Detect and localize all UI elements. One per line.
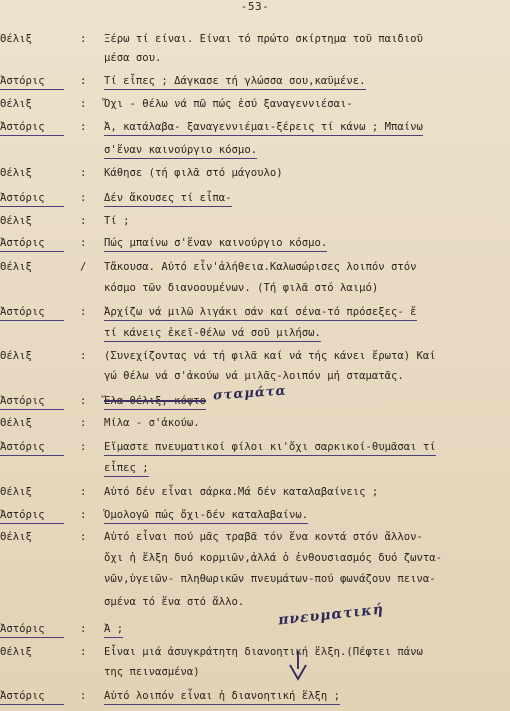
colon: : bbox=[80, 623, 87, 635]
speaker-name: Θέλιξ bbox=[0, 486, 32, 498]
dialogue-text: Αὐτό δέν εἶναι σάρκα.Μά δέν καταλαβαίνεις ; bbox=[104, 486, 379, 498]
dialogue-text: Ξέρω τί είναι. Είναι τό πρώτο σκίρτημα τοῦ παιδιοῦ bbox=[104, 33, 423, 45]
speaker-name: Θέλιξ bbox=[0, 646, 32, 658]
speaker-name: Ἀστόρις bbox=[0, 688, 64, 705]
colon: : bbox=[80, 646, 87, 658]
speaker-name: Θέλιξ bbox=[0, 531, 32, 543]
speaker-name: Θέλιξ bbox=[0, 350, 32, 362]
dialogue-line bbox=[0, 280, 510, 296]
dialogue-line bbox=[0, 507, 510, 523]
dialogue-text: Ὄχι - θέλω νά πῶ πώς ἐσύ ξαναγεννιέσαι- bbox=[104, 98, 353, 110]
dialogue-line bbox=[0, 348, 510, 364]
dialogue-text: Ἀ ; bbox=[104, 621, 123, 638]
dialogue-line bbox=[0, 621, 510, 637]
speaker-name: Ἀστόρις bbox=[0, 235, 64, 252]
dialogue-line bbox=[0, 235, 510, 251]
dialogue-text: ὄχι ἡ ἕλξη δυό κορμιῶν,ἀλλά ὁ ἐνθουσιασμός δυό ζωντα- bbox=[104, 552, 443, 564]
page-number: -53- bbox=[240, 0, 270, 13]
speaker-name: Ἀστόρις bbox=[0, 507, 64, 524]
colon: : bbox=[80, 121, 87, 133]
dialogue-text: Τί εἶπες ; Δάγκασε τή γλώσσα σου,καϋμένε. bbox=[104, 73, 366, 90]
dialogue-line bbox=[0, 304, 510, 320]
margin-mark: / bbox=[80, 261, 87, 273]
colon: : bbox=[80, 98, 87, 110]
speaker-name: Ἀστόρις bbox=[0, 119, 64, 136]
speaker-name: Θέλιξ bbox=[0, 98, 32, 110]
dialogue-text: Δέν ἄκουσες τί εἶπα- bbox=[104, 190, 232, 207]
dialogue-text: τί κάνεις ἐκεῖ-θέλω νά σοῦ μιλήσω. bbox=[104, 325, 321, 342]
colon: : bbox=[80, 441, 87, 453]
speaker-name: Ἀστόρις bbox=[0, 439, 64, 456]
colon: : bbox=[80, 167, 87, 179]
colon: : bbox=[80, 531, 87, 543]
dialogue-text: Πώς μπαίνω σ'ἕναν καινούργιο κόσμο. bbox=[104, 235, 327, 252]
dialogue-text: γώ θέλω νά σ'ἀκούω νά μιλᾶς-λοιπόν μή σταματᾶς. bbox=[104, 370, 404, 382]
dialogue-text: Τί ; bbox=[104, 215, 130, 227]
dialogue-text: Αὐτό εἶναι πού μᾶς τραβᾶ τόν ἕνα κοντά στόν ἄλλον- bbox=[104, 531, 423, 543]
colon: : bbox=[80, 306, 87, 318]
dialogue-line bbox=[0, 484, 510, 500]
dialogue-line bbox=[0, 31, 510, 47]
colon: : bbox=[80, 690, 87, 702]
dialogue-text: Εἴμαστε πνευματικοί φίλοι κι'ὄχι σαρκικοί-θυμᾶσαι τί bbox=[104, 439, 436, 456]
dialogue-text: (Συνεχίζοντας νά τή φιλᾶ καί νά τής κάνει ἔρωτα) Καί bbox=[104, 350, 436, 362]
speaker-name: Θέλιξ bbox=[0, 33, 32, 45]
dialogue-line bbox=[0, 73, 510, 89]
dialogue-line bbox=[0, 50, 510, 66]
dialogue-line bbox=[0, 439, 510, 455]
speaker-name: Θέλιξ bbox=[0, 261, 32, 273]
speaker-name: Ἀστόρις bbox=[0, 393, 64, 410]
dialogue-text: της πεινασμένα) bbox=[104, 666, 200, 678]
speaker-name: Θέλιξ bbox=[0, 215, 32, 227]
dialogue-text: Αὐτό λοιπόν εἶναι ἡ διανοητική ἕλξη ; bbox=[104, 688, 340, 705]
colon: : bbox=[80, 215, 87, 227]
speaker-name: Θέλιξ bbox=[0, 417, 32, 429]
dialogue-line bbox=[0, 571, 510, 587]
colon: : bbox=[80, 486, 87, 498]
dialogue-line bbox=[0, 142, 510, 158]
insertion-caret-icon bbox=[286, 651, 310, 685]
dialogue-text: εἶπες ; bbox=[104, 460, 149, 477]
dialogue-line bbox=[0, 368, 510, 384]
speaker-name: Θέλιξ bbox=[0, 167, 32, 179]
dialogue-text: Κάθησε (τή φιλᾶ στό μάγουλο) bbox=[104, 167, 283, 179]
colon: : bbox=[80, 192, 87, 204]
colon: : bbox=[80, 509, 87, 521]
dialogue-text: νῶν,ὑγειῶν- πληθωρικῶν πνευμάτων-πού φωνάζουν πεινα- bbox=[104, 573, 436, 585]
dialogue-text: μέσα σου. bbox=[104, 52, 162, 64]
dialogue-line bbox=[0, 119, 510, 135]
dialogue-line bbox=[0, 529, 510, 545]
dialogue-line bbox=[0, 460, 510, 476]
colon: : bbox=[80, 417, 87, 429]
dialogue-line bbox=[0, 259, 510, 275]
dialogue-line bbox=[0, 664, 510, 680]
colon: : bbox=[80, 350, 87, 362]
handwritten-insertion: πνευματική bbox=[277, 601, 385, 629]
dialogue-text: Ἔλα Θέλιξ, κόψτο bbox=[104, 393, 206, 410]
dialogue-line bbox=[0, 213, 510, 229]
dialogue-line bbox=[0, 550, 510, 566]
handwritten-correction: σταμάτα bbox=[212, 383, 288, 404]
dialogue-line bbox=[0, 165, 510, 181]
speaker-name: Ἀστόρις bbox=[0, 304, 64, 321]
dialogue-line bbox=[0, 96, 510, 112]
colon: : bbox=[80, 237, 87, 249]
speaker-name: Ἀστόρις bbox=[0, 73, 64, 90]
dialogue-text: κόσμο τῶν διανοουμένων. (Τή φιλᾶ στό λαιμό) bbox=[104, 282, 379, 294]
dialogue-line bbox=[0, 415, 510, 431]
speaker-name: Ἀστόρις bbox=[0, 621, 64, 638]
dialogue-line bbox=[0, 190, 510, 206]
dialogue-text: Τἄκουσα. Αὐτό εἶν'ἀλήθεια.Καλωσώρισες λοιπόν στόν bbox=[104, 261, 417, 273]
dialogue-line bbox=[0, 688, 510, 704]
dialogue-text: σμένα τό ἕνα στό ἄλλο. bbox=[104, 596, 245, 608]
dialogue-text: σ'ἕναν καινούργιο κόσμο. bbox=[104, 142, 257, 159]
dialogue-text: Ὁμολογῶ πώς ὄχι-δέν καταλαβαίνω. bbox=[104, 507, 308, 524]
colon: : bbox=[80, 33, 87, 45]
colon: : bbox=[80, 395, 87, 407]
speaker-name: Ἀστόρις bbox=[0, 190, 64, 207]
dialogue-line bbox=[0, 594, 510, 610]
colon: : bbox=[80, 75, 87, 87]
dialogue-line bbox=[0, 325, 510, 341]
dialogue-text: Μίλα - σ'ἀκούω. bbox=[104, 417, 200, 429]
dialogue-text: Ἀ, κατάλαβα- ξαναγεννιέμαι-ξέρεις τί κάνω ; Μπαίνω bbox=[104, 119, 423, 136]
dialogue-text: Εἶναι μιά ἀσυγκράτητη διανοητική ἕλξη.(Πέφτει πάνω bbox=[104, 646, 423, 658]
dialogue-line bbox=[0, 644, 510, 660]
dialogue-text: Ἀρχίζω νά μιλῶ λιγάκι σάν καί σένα-τό πρόσεξες- ἔ bbox=[104, 304, 417, 321]
